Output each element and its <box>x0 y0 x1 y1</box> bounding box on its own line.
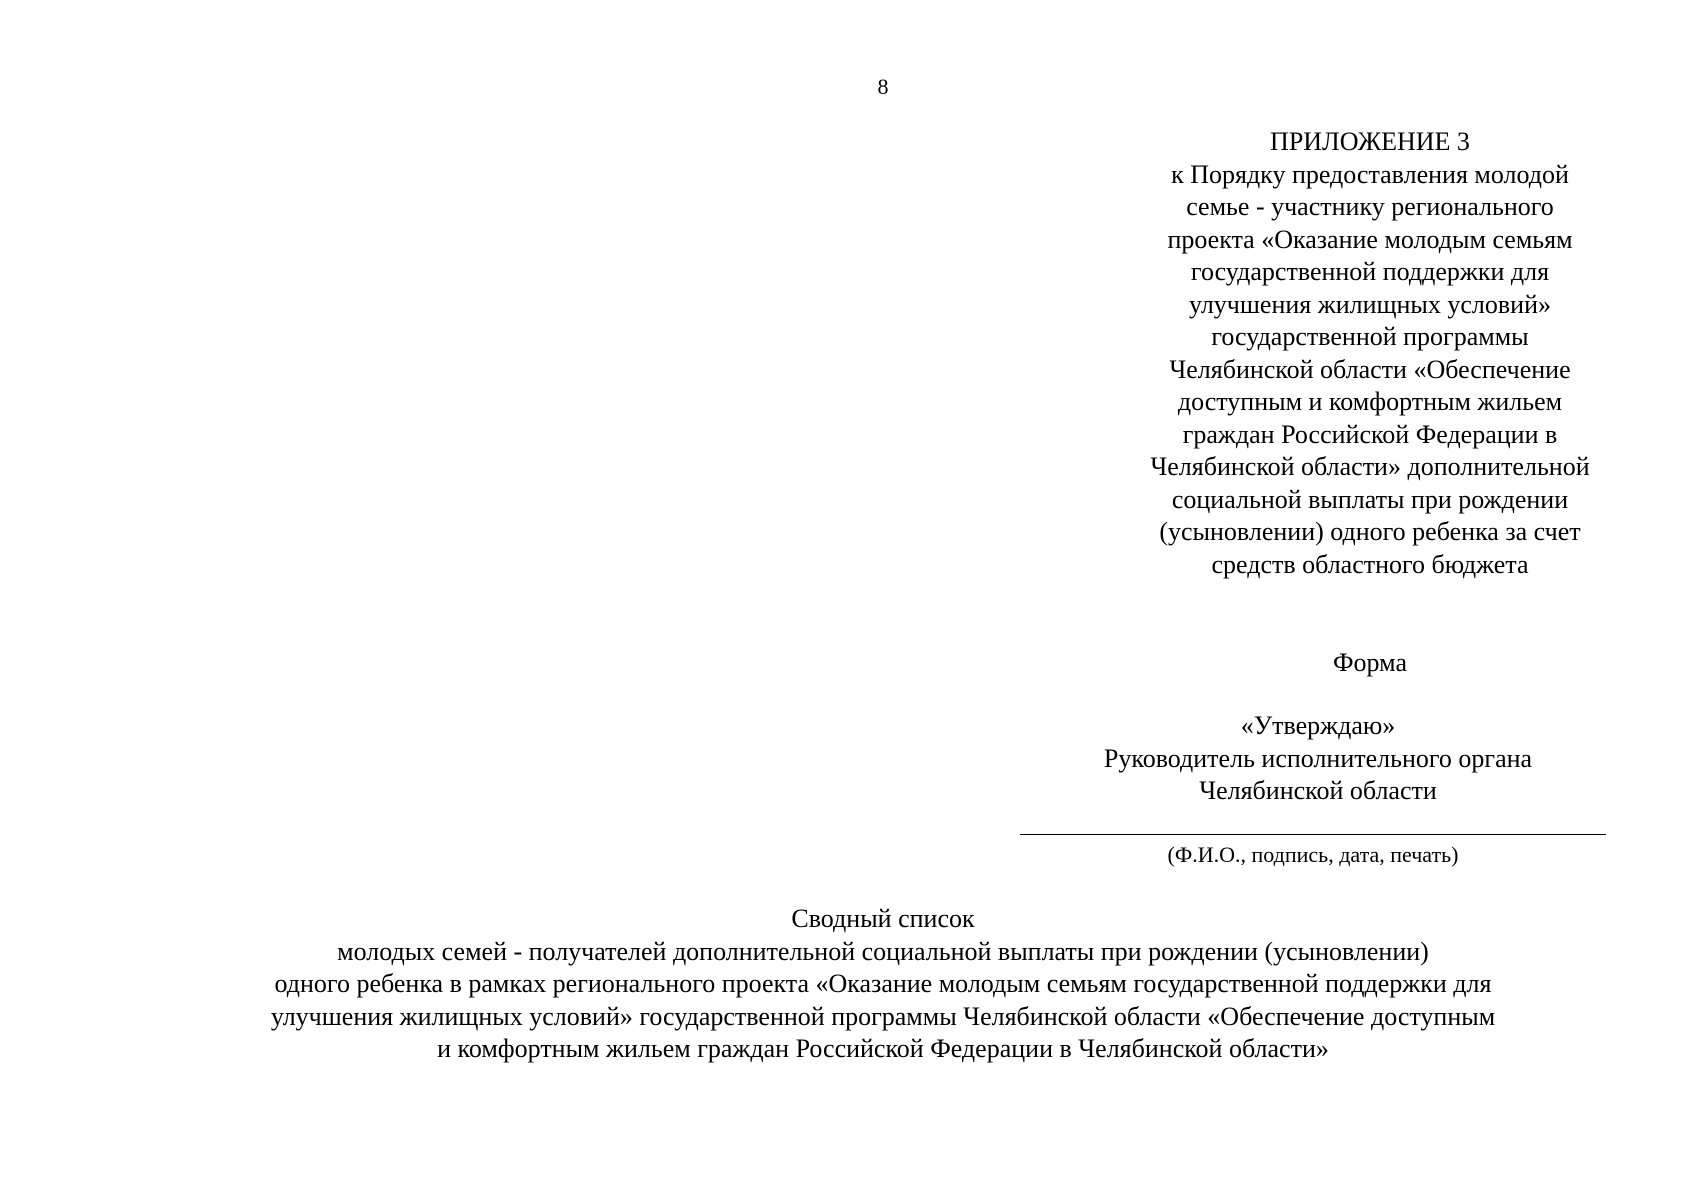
annex-line: Челябинской области «Обеспечение <box>1169 354 1571 384</box>
approval-heading: «Утверждаю» <box>1240 711 1396 740</box>
annex-line: Челябинской области» дополнительной <box>1150 452 1590 481</box>
approval-region: Челябинской области <box>1199 776 1437 805</box>
annex-line: государственной поддержки для <box>1190 257 1550 286</box>
annex-line: к Порядку предоставления молодой <box>1171 159 1569 189</box>
annex-line: граждан Российской Федерации в <box>1182 419 1558 449</box>
annex-line: семье - участнику регионального <box>1186 192 1554 221</box>
approval-position: Руководитель исполнительного органа <box>1103 743 1533 773</box>
annex-title: ПРИЛОЖЕНИЕ 3 <box>1270 127 1470 156</box>
annex-line: улучшения жилищных условий» <box>1188 289 1552 319</box>
annex-line: (усыновлении) одного ребенка за счет <box>1159 517 1581 546</box>
annex-line: государственной программы <box>1211 322 1529 351</box>
summary-line: улучшения жилищных условий» государственной программы Челябинской области «Обеспечение доступным <box>270 1001 1496 1031</box>
signature-caption: (Ф.И.О., подпись, дата, печать) <box>1167 842 1459 867</box>
form-label: Форма <box>1333 648 1407 677</box>
annex-line: средств областного бюджета <box>1211 549 1529 579</box>
summary-line: и комфортным жильем граждан Российской Федерации в Челябинской области» <box>437 1034 1329 1063</box>
summary-line: одного ребенка в рамках регионального проекта «Оказание молодым семьям государственной поддержки для <box>274 969 1492 998</box>
approval-block <box>1020 710 1616 808</box>
annex-line: социальной выплаты при рождении <box>1171 484 1569 514</box>
annex-line: доступным и комфортным жильем <box>1177 387 1563 416</box>
signature-line <box>1020 834 1606 835</box>
page-number: 8 <box>877 74 889 99</box>
annex-line: проекта «Оказание молодым семьям <box>1167 224 1573 254</box>
summary-title: Сводный список <box>791 904 975 933</box>
summary-line: молодых семей - получателей дополнительной социальной выплаты при рождении (усыновлении) <box>337 936 1429 966</box>
annex-header <box>1120 126 1620 581</box>
summary-heading <box>140 903 1626 1066</box>
